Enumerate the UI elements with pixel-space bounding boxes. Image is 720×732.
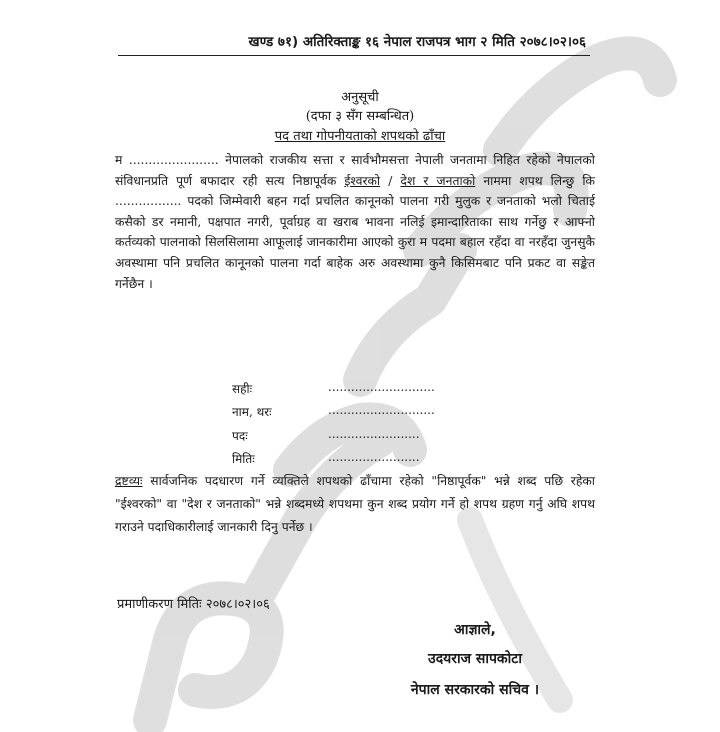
- secretary-title: नेपाल सरकारको सचिव ।: [410, 682, 540, 698]
- oath-text: [115, 150, 595, 294]
- post-label: पदः: [232, 429, 248, 443]
- oath-country-word: देश र जनताको: [400, 173, 476, 188]
- post-dots: ........................: [328, 427, 420, 441]
- order-line: आज्ञाले,: [454, 622, 496, 638]
- authentication-date: प्रमाणीकरण मितिः २०७८।०२।०६: [117, 597, 270, 612]
- oath-god-word: ईश्वरको: [344, 173, 381, 188]
- watermark-stroke-1: [150, 598, 267, 720]
- date-label: मितिः: [232, 452, 255, 466]
- note-label: द्रष्टव्यः: [115, 474, 143, 488]
- name-dots: ............................: [328, 403, 435, 417]
- gazette-header: खण्ड ७१) अतिरिक्ताङ्क १६ नेपाल राजपत्र भाग २ मिति २०७८।०२।०६: [248, 34, 586, 50]
- oath-slash: /: [380, 173, 401, 188]
- watermark-stroke-7: [470, 520, 560, 700]
- schedule-reference: (दफा ३ सँग सम्बन्धित): [305, 109, 415, 124]
- date-dots: ........................: [328, 450, 420, 464]
- oath-part-1: म ....................... नेपालको राजकीय सत्ता र सार्वभौमसत्ता नेपाली जनतामा निहित रहेको नेपालको संविधानप्रति पूर्ण बफादार रही सत्य निष्ठापूर्वक: [115, 153, 595, 188]
- schedule-title: अनुसूची: [341, 90, 379, 105]
- name-label: नाम, थरः: [232, 405, 272, 419]
- note-text: सार्वजनिक पदधारण गर्ने व्यक्तिले शपथको ढाँचामा रहेको "निष्ठापूर्वक" भन्ने शब्द पछि रहेका "ईश्वरको" वा "देश र जनताको" भन्ने शब्दमध्ये शपथमा कुन शब्द प्रयोग गर्ने हो शपथ ग्रहण गर्नु अघि शपथ गराउने पदाधिकारीलाई जानकारी दिनु पर्नेछ ।: [115, 474, 595, 534]
- oath-part-2: नाममा शपथ लिन्छु कि ................. पदको जिम्मेवारी बहन गर्दा प्रचलित कानूनको पालना गरी मुलुक र जनताको भलो चिताई कसैको डर नमानी, पक्षपात नगरी, पूर्वाग्रह वा खराब भावना नलिई इमान्दारिताका साथ गर्नेछु र आफ्नो कर्तव्यको पालनाको सिलसिलामा आफूलाई जानकारीमा आएको कुरा म पदमा बहाल रहँदा वा नरहँदा जुनसुकै अवस्थामा पनि प्रचलित कानूनको पालना गर्दा बाहेक अरु अवस्थामा कुनै किसिमबाट पनि प्रकट वा सङ्केत गर्नेछैन ।: [115, 173, 595, 291]
- note-paragraph: [115, 470, 595, 539]
- oath-heading: पद तथा गोपनीयताको शपथको ढाँचा: [274, 129, 446, 144]
- signature-label: सहीः: [232, 382, 253, 396]
- signature-dots: ............................: [328, 380, 435, 394]
- secretary-name: उदयराज सापकोटा: [428, 651, 522, 667]
- header-rule: [118, 55, 590, 56]
